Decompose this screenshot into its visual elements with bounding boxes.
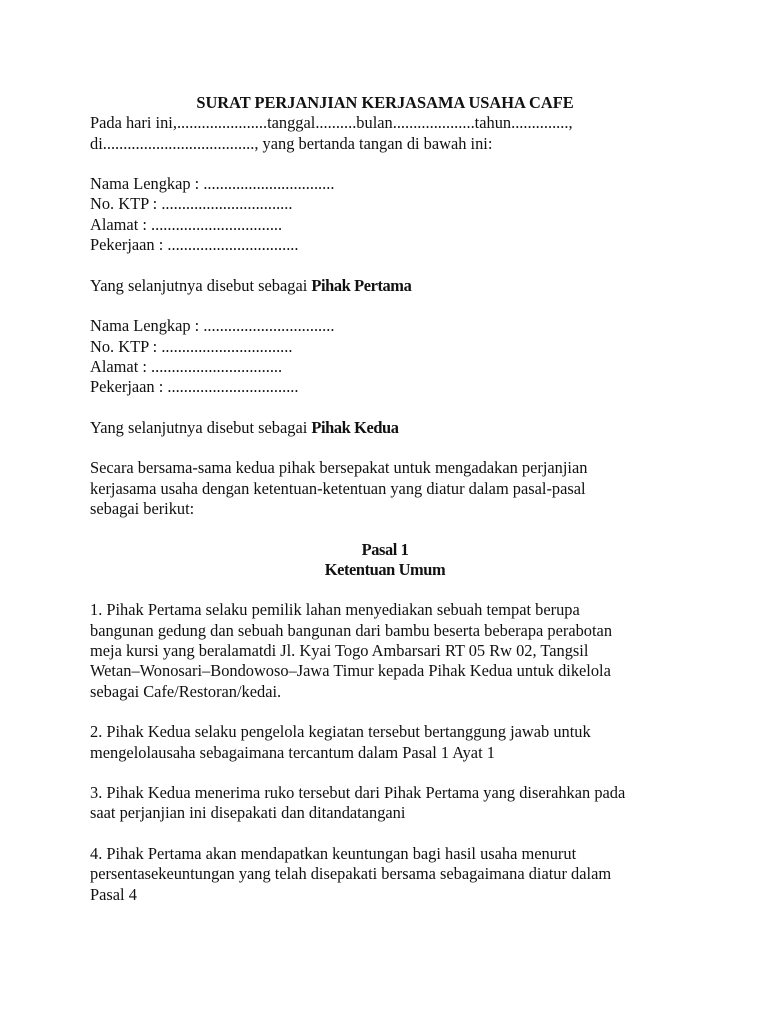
pasal-heading: Ketentuan Umum [324, 559, 446, 579]
blank-line [90, 296, 690, 316]
pasal-number: Pasal 1 [361, 539, 409, 559]
blank-line [90, 763, 690, 783]
blank-line [90, 397, 690, 417]
item-line: 1. Pihak Pertama selaku pemilik lahan menyediakan sebuah tempat berupa [90, 600, 580, 620]
item-3 [90, 783, 690, 824]
blank-line [90, 519, 690, 539]
blank-line [90, 154, 690, 174]
kesepakatan-paragraph [90, 458, 690, 519]
pihak-pertama-sebutan [90, 276, 690, 296]
blank-line [90, 580, 690, 600]
pihak-pertama-ktp: No. KTP : ................................ [90, 194, 293, 214]
item-line: meja kursi yang beralamatdi Jl. Kyai Togo Ambarsari RT 05 Rw 02, Tangsil [90, 641, 589, 661]
intro-line-2: di....................................., yang bertanda tangan di bawah ini: [90, 133, 493, 153]
item-line: 4. Pihak Pertama akan mendapatkan keuntungan bagi hasil usaha menurut [90, 843, 577, 863]
pihak-kedua-nama: Nama Lengkap : ................................ [90, 316, 335, 336]
pihak-pertama-nama: Nama Lengkap : ................................ [90, 174, 335, 194]
pihak-kedua-section [90, 316, 690, 438]
sebutan-pihak-kedua: Pihak Kedua [311, 417, 399, 437]
pihak-kedua-sebutan [90, 418, 690, 438]
intro-line-1: Pada hari ini,......................tanggal..........bulan....................tahun.............., [90, 113, 573, 133]
pihak-pertama-section [90, 174, 690, 296]
item-1 [90, 600, 690, 701]
kesepakatan-line-3: sebagai berikut: [90, 498, 195, 518]
document-page [90, 93, 690, 905]
sebutan-prefix: Yang selanjutnya disebut sebagai [90, 275, 312, 295]
pihak-kedua-alamat: Alamat : ................................ [90, 356, 283, 376]
sebutan-pihak-pertama: Pihak Pertama [311, 275, 412, 295]
blank-line [90, 702, 690, 722]
pihak-kedua-ktp: No. KTP : ................................ [90, 336, 293, 356]
item-line: mengelolausaha sebagaimana tercantum dalam Pasal 1 Ayat 1 [90, 742, 495, 762]
item-line: sebagai Cafe/Restoran/kedai. [90, 681, 282, 701]
item-line: saat perjanjian ini disepakati dan ditandatangani [90, 803, 406, 823]
item-4 [90, 844, 690, 905]
kesepakatan-line-2: kerjasama usaha dengan ketentuan-ketentuan yang diatur dalam pasal-pasal [90, 478, 586, 498]
pihak-kedua-pekerjaan: Pekerjaan : ................................ [90, 377, 299, 397]
item-line: 2. Pihak Kedua selaku pengelola kegiatan tersebut bertanggung jawab untuk [90, 722, 591, 742]
sebutan-prefix: Yang selanjutnya disebut sebagai [90, 417, 312, 437]
item-line: bangunan gedung dan sebuah bangunan dari bambu beserta beberapa perabotan [90, 620, 613, 640]
kesepakatan-line-1: Secara bersama-sama kedua pihak bersepakat untuk mengadakan perjanjian [90, 458, 588, 478]
item-line: 3. Pihak Kedua menerima ruko tersebut dari Pihak Pertama yang diserahkan pada [90, 783, 626, 803]
pihak-pertama-alamat: Alamat : ................................ [90, 214, 283, 234]
item-2 [90, 722, 690, 763]
item-line: persentasekeuntungan yang telah disepakati bersama sebagaimana diatur dalam [90, 864, 612, 884]
item-line: Pasal 4 [90, 884, 137, 904]
document-title: SURAT PERJANJIAN KERJASAMA USAHA CAFE [196, 93, 574, 112]
blank-line [90, 438, 690, 458]
blank-line [90, 255, 690, 275]
blank-line [90, 824, 690, 844]
pihak-pertama-pekerjaan: Pekerjaan : ................................ [90, 235, 299, 255]
item-line: Wetan–Wonosari–Bondowoso–Jawa Timur kepada Pihak Kedua untuk dikelola [90, 661, 611, 681]
